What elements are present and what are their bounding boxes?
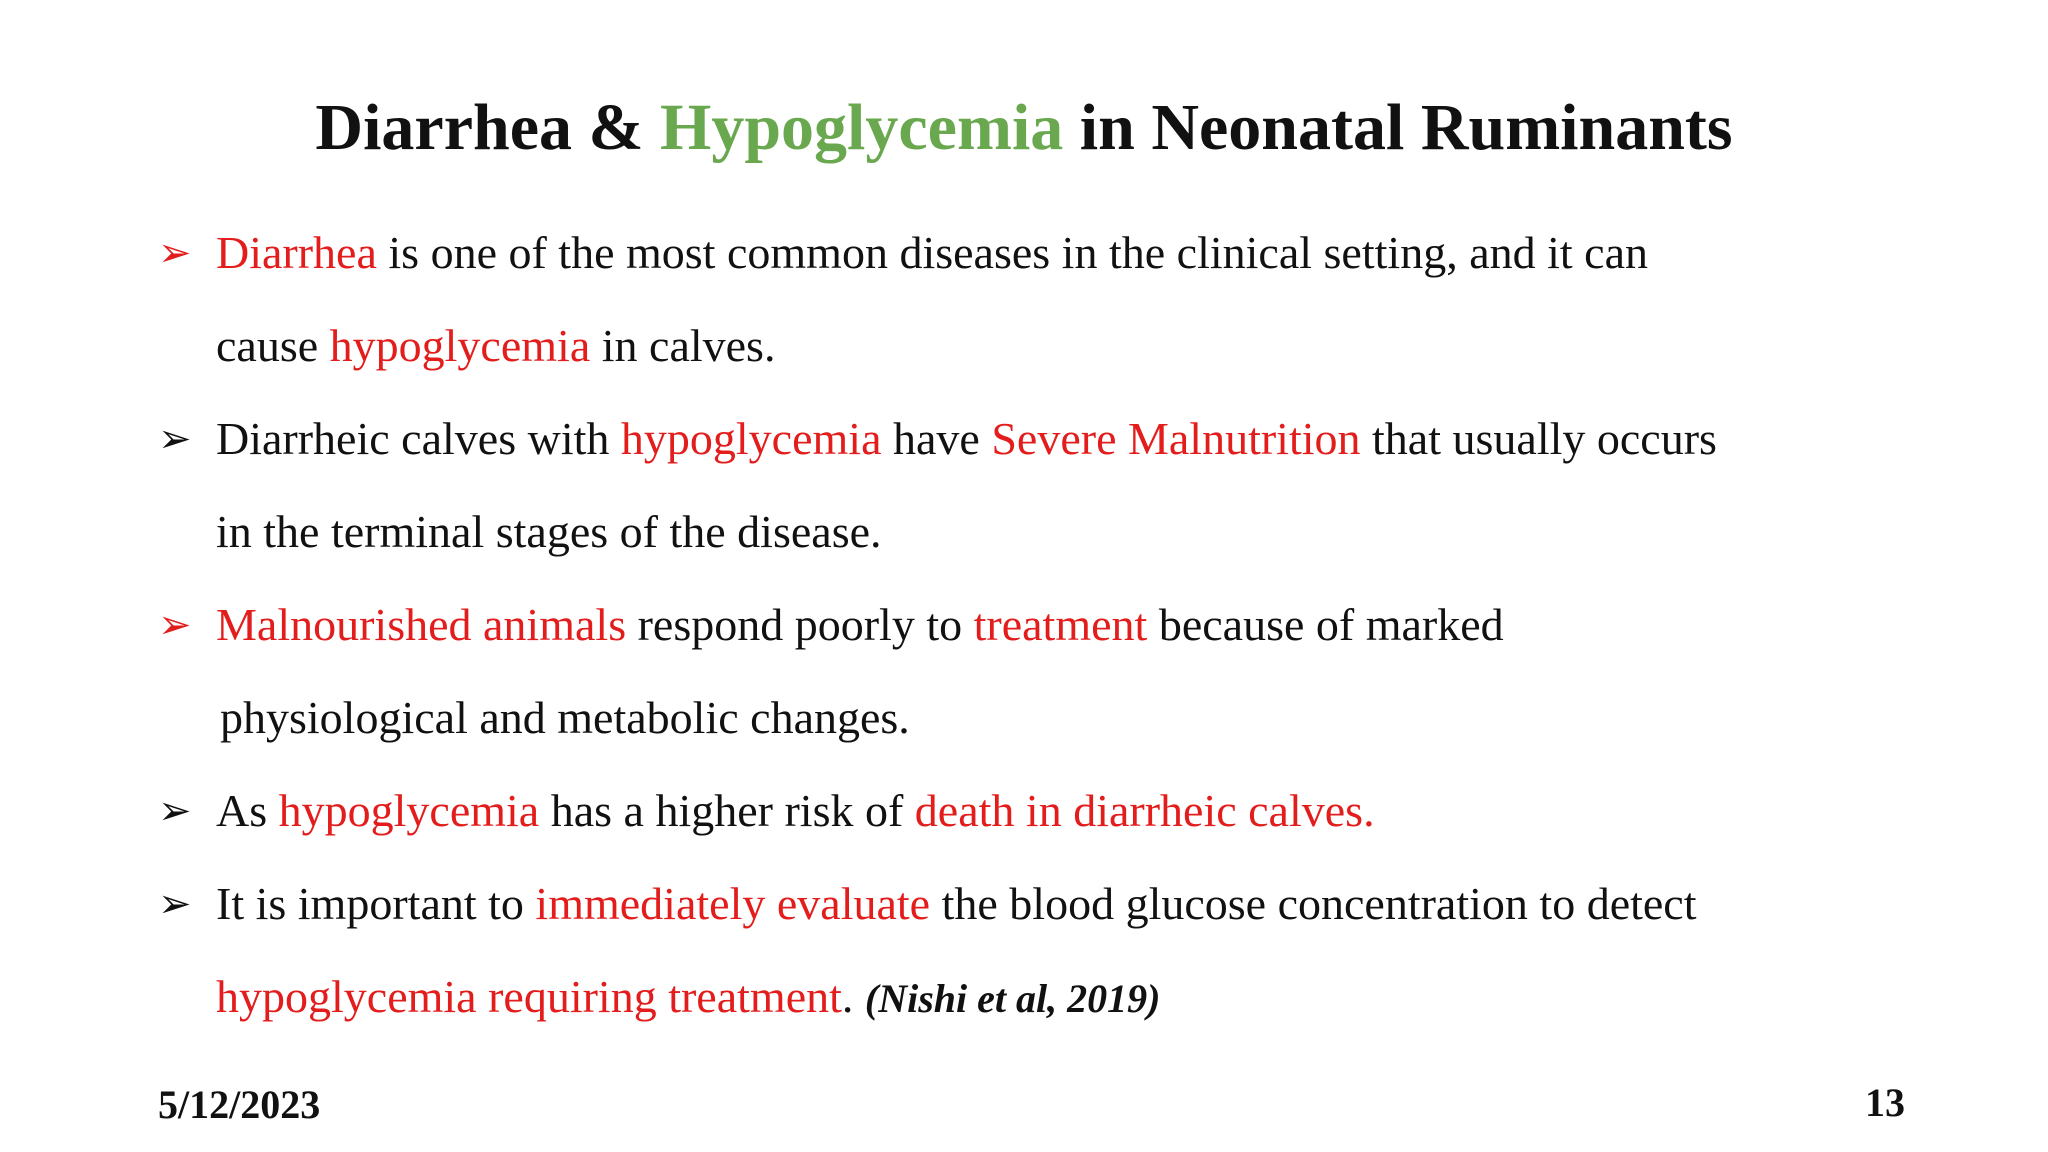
- bullet-text: [216, 497, 882, 567]
- body-text: has a higher risk of: [539, 785, 915, 836]
- bullet-continuation: [158, 497, 1918, 590]
- bullet-text: [216, 590, 1504, 660]
- bullet-list: [158, 218, 1918, 1055]
- body-text: It is important to: [216, 878, 536, 929]
- highlight-text: Malnourished animals: [216, 599, 627, 650]
- title-part-3: in Neonatal Ruminants: [1063, 91, 1733, 164]
- highlight-text: immediately evaluate: [535, 878, 931, 929]
- bullet-text: [216, 218, 1648, 288]
- highlight-text: Diarrhea: [216, 227, 377, 278]
- arrowhead-bullet-icon: ➢: [158, 881, 192, 927]
- highlight-text: death in diarrheic calves.: [914, 785, 1375, 836]
- citation: (Nishi et al, 2019): [864, 976, 1161, 1021]
- highlight-text: hypoglycemia: [329, 320, 591, 371]
- highlight-text: treatment: [973, 599, 1148, 650]
- slide-date: 5/12/2023: [158, 1082, 321, 1127]
- bullet-continuation: [158, 962, 1918, 1055]
- body-text: the blood glucose concentration to detect: [930, 878, 1697, 929]
- highlight-text: hypoglycemia requiring treatment: [216, 971, 842, 1022]
- body-text: in the terminal stages of the disease.: [216, 506, 882, 557]
- highlight-text: hypoglycemia: [278, 785, 540, 836]
- bullet-item: [158, 590, 1918, 683]
- slide-number: 13: [1865, 1080, 1905, 1125]
- body-text: is one of the most common diseases in the clinical setting, and it can: [376, 227, 1648, 278]
- body-text: because of marked: [1147, 599, 1504, 650]
- body-text: in calves.: [590, 320, 776, 371]
- bullet-text: [216, 311, 775, 381]
- bullet-item: [158, 404, 1918, 497]
- body-text: As: [216, 785, 279, 836]
- title-part-1: Diarrhea &: [315, 91, 660, 164]
- arrowhead-bullet-icon: ➢: [158, 230, 192, 276]
- bullet-continuation: [158, 683, 1918, 776]
- body-text: respond poorly to: [626, 599, 974, 650]
- bullet-item: [158, 869, 1918, 962]
- body-text: physiological and metabolic changes.: [220, 692, 910, 743]
- bullet-text: [220, 683, 910, 753]
- arrowhead-bullet-icon: ➢: [158, 788, 192, 834]
- body-text: cause: [216, 320, 330, 371]
- arrowhead-bullet-icon: ➢: [158, 602, 192, 648]
- slide-title: [0, 88, 2048, 168]
- bullet-text: [216, 776, 1375, 846]
- highlight-text: hypoglycemia: [620, 413, 882, 464]
- body-text: .: [841, 971, 865, 1022]
- bullet-text: [216, 869, 1697, 939]
- body-text: have: [881, 413, 992, 464]
- body-text: Diarrheic calves with: [216, 413, 621, 464]
- arrowhead-bullet-icon: ➢: [158, 416, 192, 462]
- highlight-text: Severe Malnutrition: [991, 413, 1361, 464]
- title-highlight: Hypoglycemia: [660, 91, 1064, 164]
- bullet-text: [216, 404, 1717, 474]
- body-text: that usually occurs: [1360, 413, 1717, 464]
- bullet-text: [216, 962, 1160, 1034]
- bullet-item: [158, 218, 1918, 311]
- bullet-continuation: [158, 311, 1918, 404]
- bullet-item: [158, 776, 1918, 869]
